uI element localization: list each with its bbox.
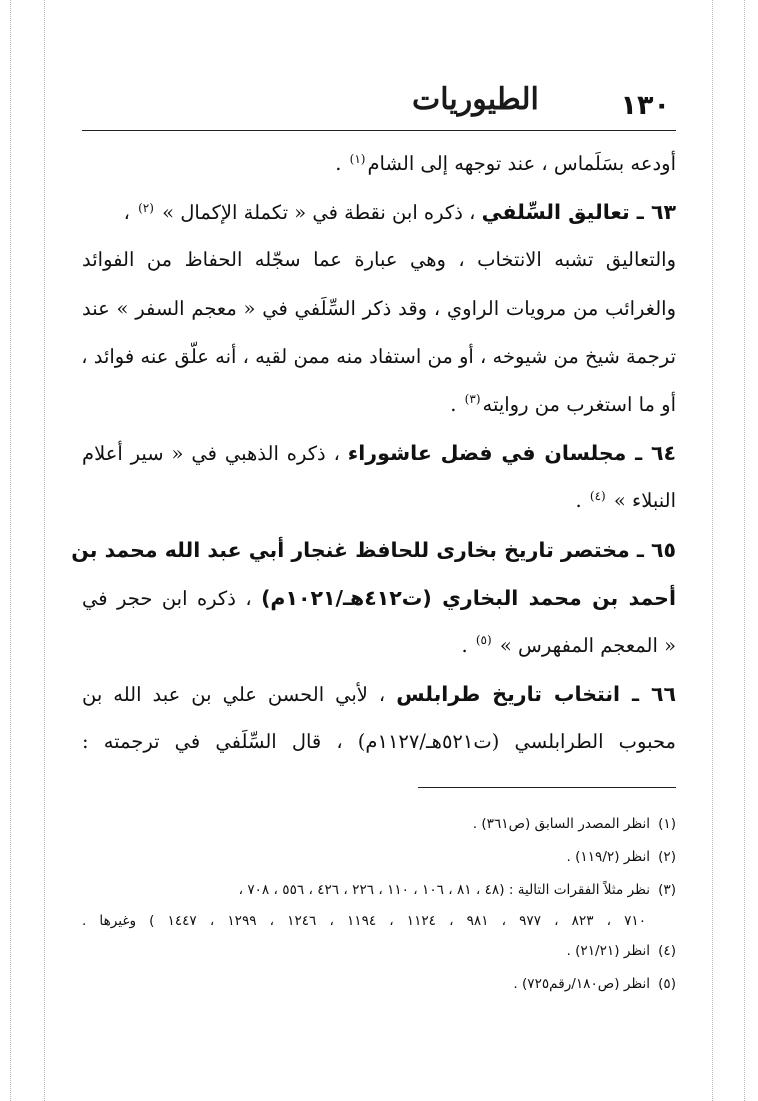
text-line: أو ما استغرب من روايته$^{(٣)}$ . [450, 392, 676, 416]
text-line: « المعجم المفهرس » $^{(٥)}$ . [461, 633, 676, 657]
entry-65: ٦٥ ـ مختصر تاريخ بخارى للحافظ غنجار أبي عبد الله محمد بن [71, 537, 676, 562]
entry-63: ٦٣ ـ تعاليق السِّلفي ، ذكره ابن نقطة في « تكملة الإكمال » $^{(٢)}$ ، [123, 200, 676, 225]
entry-heading: ٦٦ ـ انتخاب تاريخ طرابلس [396, 682, 676, 707]
footnote-5: (٥)انظر (ص١٨٠/رقم٧٢٥) . [513, 976, 676, 992]
text-line: محبوب الطرابلسي (ت٥٢١هـ/١١٢٧م) ، قال السِّلَفي في ترجمته : [82, 730, 676, 754]
page-number: ١٣٠ [620, 90, 670, 121]
running-title: الطيوريات [412, 82, 539, 117]
text-line: أحمد بن محمد البخاري (ت٤١٢هـ/١٠٢١م) ، ذكره ابن حجر في [82, 585, 676, 610]
footnote-3: (٣)نظر مثلاً الفقرات التالية : (٤٨ ، ٨١ ، ١٠٦ ، ١١٠ ، ٢٢٦ ، ٤٢٦ ، ٥٥٦ ، ٧٠٨ ، [238, 882, 676, 898]
margin-guide-right [744, 0, 745, 1101]
footnote-ref[interactable]: (٢) [138, 200, 154, 215]
text-line: والغرائب من مرويات الراوي ، وقد ذكر السِّلَفي في « معجم السفر » عند [82, 296, 676, 320]
entry-66: ٦٦ ـ انتخاب تاريخ طرابلس ، لأبي الحسن علي بن عبد الله بن [82, 682, 676, 707]
margin-guide-left [10, 0, 11, 1101]
footnotes [82, 808, 676, 1001]
margin-guide-right-inner [712, 0, 713, 1101]
margin-guide-left-inner [44, 0, 45, 1101]
text-line: والتعاليق تشبه الانتخاب ، وهي عبارة عما سجّله الحفاظ من الفوائد [82, 248, 676, 272]
entry-heading: ٦٤ ـ مجلسان في فضل عاشوراء [347, 441, 677, 466]
footnote-2: (٢)انظر (١١٩/٢) . [566, 849, 676, 865]
text-line: النبلاء » $^{(٤)}$ . [575, 488, 676, 513]
footnote-4: (٤)انظر (٢١/٢١) . [566, 943, 676, 959]
footnote-1: (١)انظر المصدر السابق (ص٣٦١) . [472, 816, 676, 832]
entry-heading: ٦٣ ـ تعاليق السِّلفي [481, 200, 676, 225]
footnote-ref[interactable]: (٣) [464, 392, 481, 407]
footnote-ref[interactable]: (٥) [475, 633, 492, 648]
page-header [82, 78, 676, 131]
footnote-ref[interactable]: (١) [349, 151, 366, 166]
footnote-3-continued: ٧١٠ ، ٨٢٣ ، ٩٧٧ ، ٩٨١ ، ١١٢٤ ، ١١٩٤ ، ١٢٤٦ ، ١٢٩٩ ، ١٤٤٧ ) وغيرها . [82, 913, 646, 929]
footnote-ref[interactable]: (٤) [589, 488, 606, 503]
footnote-separator [418, 787, 676, 788]
text-line: أودعه بسَلَماس ، عند توجهه إلى الشام$^{(١)}$ . [335, 151, 676, 175]
body-text [71, 140, 677, 766]
entry-64: ٦٤ ـ مجلسان في فضل عاشوراء ، ذكره الذهبي في « سير أعلام [82, 441, 677, 466]
text-line: ترجمة شيخ من شيوخه ، أو من استفاد منه ممن لقيه ، أنه علّق عنه فوائد ، [81, 344, 676, 368]
